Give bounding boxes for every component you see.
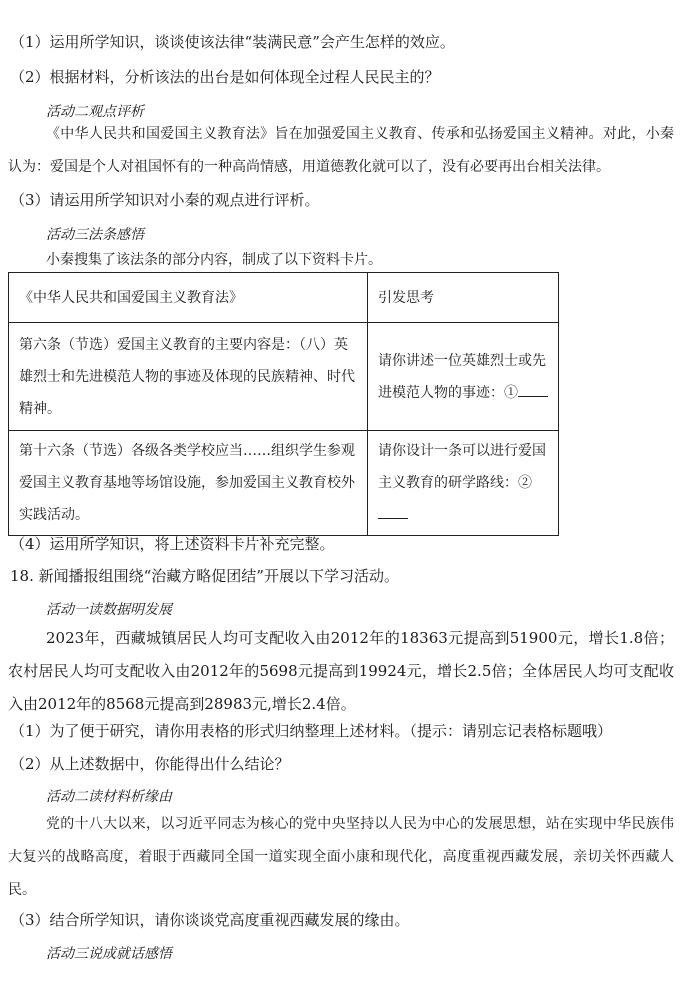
table-row1-prompt-text: 请你讲述一位英雄烈士或先进模范人物的事迹：① xyxy=(378,352,546,401)
question-18-sub2: （2）从上述数据中，你能得出什么结论？ xyxy=(10,755,290,773)
table-row2-prompt-text: 请你设计一条可以进行爱国主义教育的研学路线：② xyxy=(378,443,546,491)
table-header-right: 引发思考 xyxy=(368,273,559,323)
question-18-sub1: （1）为了便于研究，请你用表格的形式归纳整理上述材料。（提示：请别忘记表格标题哦） xyxy=(10,722,613,740)
q18-activity-1-title: 活动一读数据明发展 xyxy=(46,602,172,618)
question-16-sub3: （3）请运用所学知识对小秦的观点进行评析。 xyxy=(10,191,320,209)
table-header-left: 《中华人民共和国爱国主义教育法》 xyxy=(9,273,368,323)
question-18-stem: 18. 新闻播报组围绕“治藏方略促团结”开展以下学习活动。 xyxy=(10,567,399,585)
q18-activity-2-text: 党的十八大以来，以习近平同志为核心的党中央坚持以人民为中心的发展思想，站在实现中华民族伟大复兴的战略高度，着眼于西藏同全国一道实现全面小康和现代化，高度重视西藏发展，亲切关怀西藏人民。 xyxy=(8,816,674,898)
question-16-sub2: （2）根据材料，分析该法的出台是如何体现全过程人民民主的？ xyxy=(10,68,440,86)
table-row2-article: 第十六条（节选）各级各类学校应当……组织学生参观爱国主义教育基地等场馆设施，参加爱国主义教育校外实践活动。 xyxy=(9,431,368,536)
table-row1-prompt xyxy=(368,323,559,431)
answer-blank-2[interactable] xyxy=(378,502,408,519)
activity-3-intro: 小秦搜集了该法条的部分内容，制成了以下资料卡片。 xyxy=(46,252,382,268)
question-16-sub4: （4）运用所学知识，将上述资料卡片补充完整。 xyxy=(10,535,335,553)
q18-activity-2-title: 活动二读材料析缘由 xyxy=(46,789,172,805)
answer-blank-1[interactable] xyxy=(518,380,548,397)
question-18-sub3: （3）结合所学知识，请你谈谈党高度重视西藏发展的缘由。 xyxy=(10,911,410,929)
activity-3-title: 活动三法条感悟 xyxy=(46,227,144,243)
table-row1-article: 第六条（节选）爱国主义教育的主要内容是：（八）英雄烈士和先进模范人物的事迹及体现的民族精神、时代精神。 xyxy=(9,323,368,431)
activity-2-title: 活动二观点评析 xyxy=(46,104,144,120)
activity-2-text: 《中华人民共和国爱国主义教育法》旨在加强爱国主义教育、传承和弘扬爱国主义精神。对此，小秦认为：爱国是个人对祖国怀有的一种高尚情感，用道德教化就可以了，没有必要再出台相关法律。 xyxy=(8,126,674,175)
q18-activity-1-text: 2023年，西藏城镇居民人均可支配收入由2012年的18363元提高到51900元，增长1.8倍；农村居民人均可支配收入由2012年的5698元提高到19924元，增长2.5倍；全体居民人均可支配收入由2012年的8568元提高到28983元,增长2.4倍。 xyxy=(8,629,674,713)
table-row2-prompt xyxy=(368,431,559,536)
question-16-sub1: （1）运用所学知识，谈谈使该法律“装满民意”会产生怎样的效应。 xyxy=(10,33,455,51)
q18-activity-3-title: 活动三说成就话感悟 xyxy=(46,946,172,962)
material-card-table xyxy=(8,272,559,536)
